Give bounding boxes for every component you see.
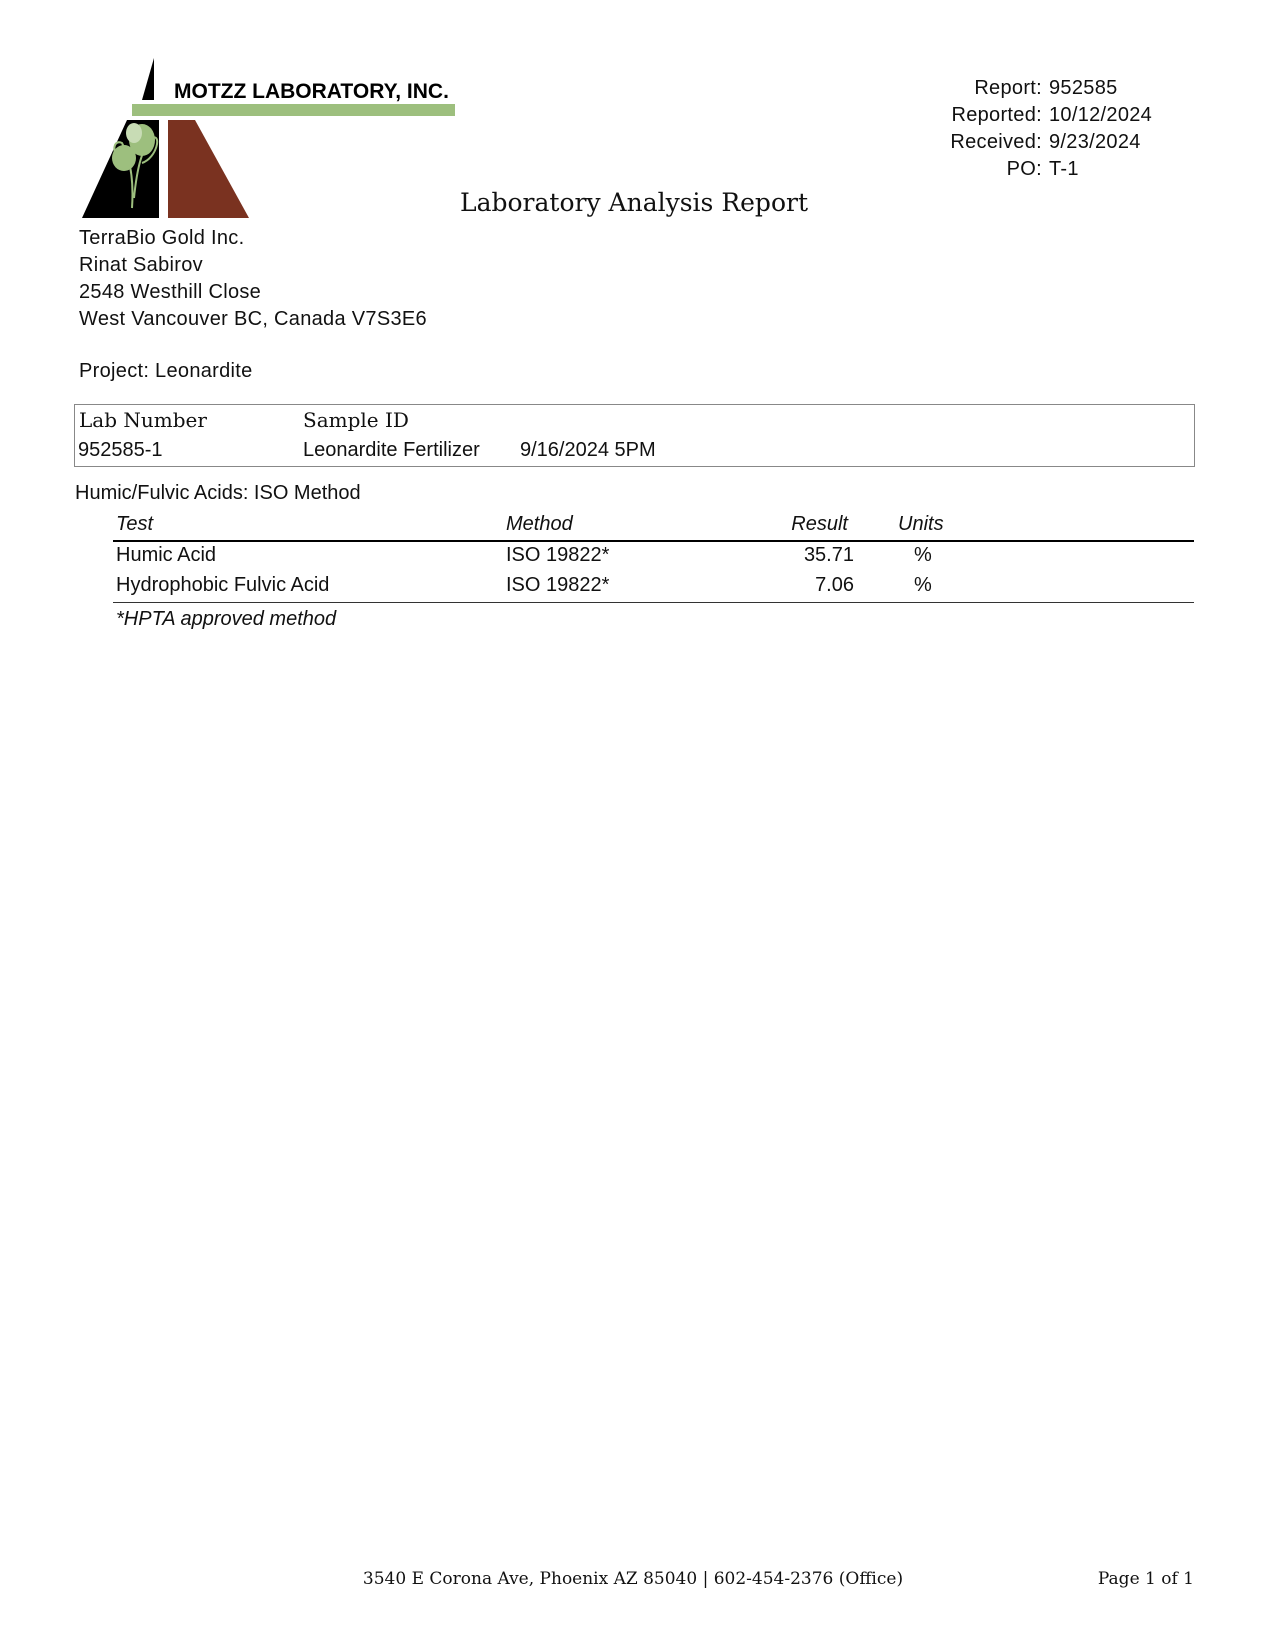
test-method: ISO 19822* — [506, 544, 610, 566]
project: Project: Leonardite — [79, 360, 253, 382]
test-name: Humic Acid — [116, 544, 217, 566]
received-label: Received: — [950, 131, 1042, 153]
table-bottom-divider — [113, 602, 1194, 603]
client-street: 2548 Westhill Close — [79, 281, 262, 303]
reported-label: Reported: — [951, 104, 1042, 126]
po-number: T-1 — [1049, 158, 1079, 180]
sample-id: Leonardite Fertilizer — [303, 439, 480, 461]
test-units: % — [914, 544, 932, 566]
test-name: Hydrophobic Fulvic Acid — [116, 574, 330, 596]
section-title: Humic/Fulvic Acids: ISO Method — [75, 482, 361, 504]
col-result: Result — [791, 513, 848, 535]
test-units: % — [914, 574, 932, 596]
report-number: 952585 — [1049, 77, 1118, 99]
footnote: *HPTA approved method — [116, 608, 337, 630]
client-company: TerraBio Gold Inc. — [79, 227, 245, 249]
report-label: Report: — [974, 77, 1042, 99]
po-label: PO: — [1006, 158, 1042, 180]
report-title: Laboratory Analysis Report — [460, 188, 808, 217]
received-date: 9/23/2024 — [1049, 131, 1141, 153]
lab-number: 952585-1 — [78, 439, 163, 461]
client-contact: Rinat Sabirov — [79, 254, 203, 276]
col-units: Units — [898, 513, 944, 535]
footer-address: 3540 E Corona Ave, Phoenix AZ 85040 | 602-454-2376 (Office) — [362, 1569, 904, 1589]
reported-date: 10/12/2024 — [1049, 104, 1153, 126]
sample-date: 9/16/2024 5PM — [520, 439, 656, 461]
page-number: Page 1 of 1 — [1097, 1569, 1194, 1589]
header-divider — [113, 540, 1194, 542]
col-test: Test — [116, 513, 154, 535]
test-result: 35.71 — [803, 544, 854, 566]
sample-id-label: Sample ID — [303, 408, 409, 432]
test-method: ISO 19822* — [506, 574, 610, 596]
logo-text: MOTZZ LABORATORY, INC. — [174, 80, 449, 103]
test-result: 7.06 — [815, 574, 854, 596]
client-city: West Vancouver BC, Canada V7S3E6 — [79, 308, 427, 330]
lab-number-label: Lab Number — [79, 408, 207, 432]
col-method: Method — [506, 513, 573, 535]
